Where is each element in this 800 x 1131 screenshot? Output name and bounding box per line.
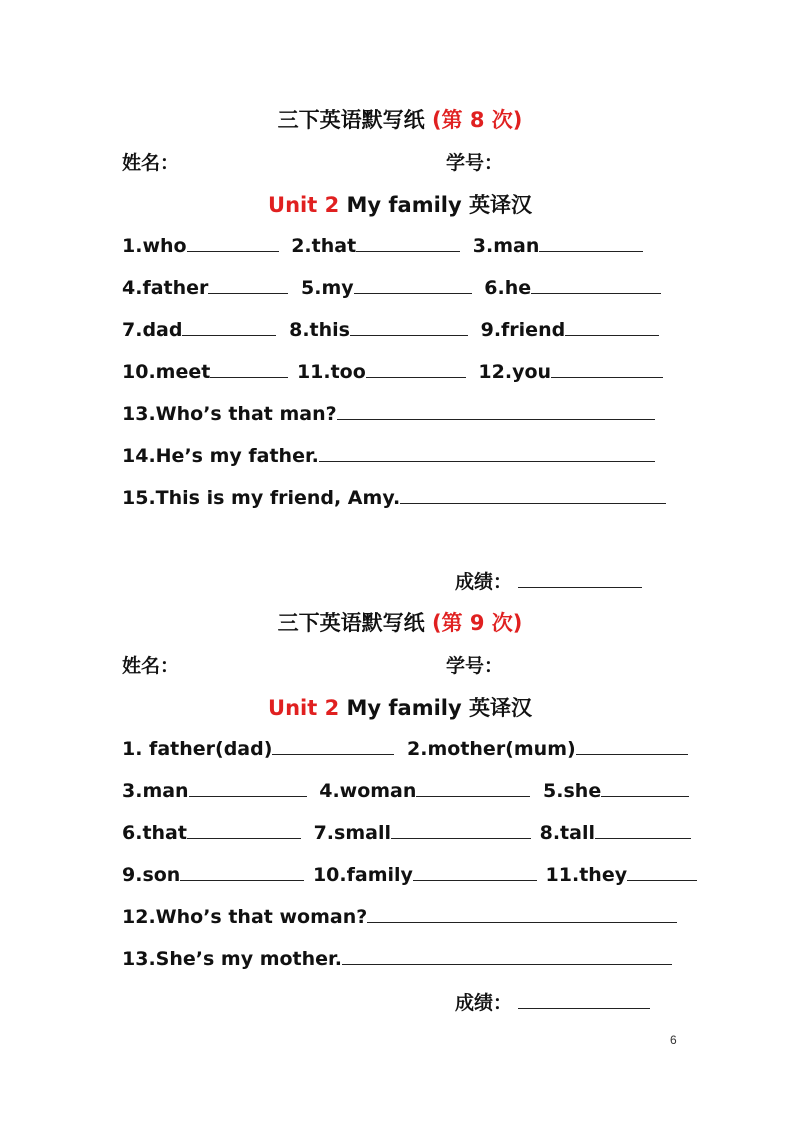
answer-blank[interactable] [180,862,304,881]
sheet8-name-label: 姓名： [122,152,180,174]
sheet9-row-3 [122,820,697,844]
score-label: 成绩： [455,992,513,1014]
sheet8-sentence-3 [122,485,672,509]
score-blank[interactable] [518,569,642,588]
sheet8-unit-number: Unit 2 [268,193,340,217]
word-label: 4.woman [319,780,417,802]
word-label: 9.friend [480,319,566,341]
sheet9-title-count: (第 9 次) [431,611,523,635]
sheet9-sentence-1 [122,904,683,928]
answer-blank[interactable] [531,275,661,294]
answer-blank[interactable] [187,820,301,839]
sheet9-title [0,607,800,637]
word-label: 10.meet [122,361,211,383]
word-label: 4.father [122,277,209,299]
sheet9-row-1 [122,736,694,760]
sheet9-title-main: 三下英语默写纸 [277,611,425,635]
sheet9-sentence-2 [122,946,678,970]
answer-blank[interactable] [210,359,288,378]
answer-blank[interactable] [627,862,697,881]
word-label: 2.that [291,235,357,257]
word-label: 2.mother(mum) [407,738,576,760]
word-label: 12.you [478,361,552,383]
sheet8-row-1 [122,233,649,257]
sheet9-score [455,988,656,1015]
answer-blank[interactable] [416,778,530,797]
answer-blank[interactable] [208,275,288,294]
sheet9-unit-number: Unit 2 [268,696,340,720]
word-label: 5.she [543,780,602,802]
answer-blank[interactable] [400,485,666,504]
score-label: 成绩： [455,571,513,593]
word-label: 8.this [289,319,350,341]
answer-blank[interactable] [576,736,688,755]
score-blank[interactable] [518,990,650,1009]
answer-blank[interactable] [189,778,307,797]
sentence-label: 13.She’s my mother. [122,948,342,970]
sheet8-row-3 [122,317,665,341]
answer-blank[interactable] [601,778,689,797]
answer-blank[interactable] [342,946,672,965]
sheet9-unit-heading [0,692,800,722]
word-label: 3.man [122,780,189,802]
page-number: 6 [670,1033,677,1047]
word-label: 1.who [122,235,187,257]
sheet8-title-count: (第 8 次) [431,108,523,132]
sentence-label: 15.This is my friend, Amy. [122,487,401,509]
sheet8-title [0,104,800,134]
sentence-label: 13.Who’s that man? [122,403,337,425]
answer-blank[interactable] [337,401,655,420]
answer-blank[interactable] [551,359,663,378]
answer-blank[interactable] [366,359,466,378]
sentence-label: 14.He’s my father. [122,445,319,467]
sheet9-name-label: 姓名： [122,655,180,677]
sheet8-unit-name: My family 英译汉 [346,193,532,217]
sheet9-unit-name: My family 英译汉 [346,696,532,720]
word-label: 7.dad [122,319,183,341]
sheet8-row-2 [122,275,667,299]
answer-blank[interactable] [182,317,276,336]
sheet8-title-main: 三下英语默写纸 [277,108,425,132]
answer-blank[interactable] [413,862,537,881]
sheet8-unit-heading [0,189,800,219]
word-label: 9.son [122,864,181,886]
answer-blank[interactable] [319,443,655,462]
word-label: 7.small [313,822,391,844]
word-label: 6.he [484,277,532,299]
answer-blank[interactable] [565,317,659,336]
answer-blank[interactable] [272,736,394,755]
answer-blank[interactable] [354,275,472,294]
sheet8-row-4 [122,359,669,383]
word-label: 1. father(dad) [122,738,273,760]
answer-blank[interactable] [356,233,460,252]
word-label: 3.man [472,235,540,257]
sheet8-id-label: 学号： [446,152,504,174]
sheet9-row-2 [122,778,695,802]
answer-blank[interactable] [187,233,279,252]
sheet9-row-4 [122,862,703,886]
word-label: 10.family [312,864,413,886]
word-label: 5.my [301,277,354,299]
sentence-label: 12.Who’s that woman? [122,906,368,928]
answer-blank[interactable] [539,233,643,252]
word-label: 11.too [296,361,366,383]
sheet9-id-label: 学号： [446,655,504,677]
sheet8-score [455,567,648,594]
sheet8-sentence-2 [122,443,661,467]
answer-blank[interactable] [367,904,677,923]
answer-blank[interactable] [391,820,531,839]
sheet8-sentence-1 [122,401,661,425]
word-label: 11.they [545,864,628,886]
word-label: 6.that [122,822,187,844]
answer-blank[interactable] [595,820,691,839]
word-label: 8.tall [539,822,595,844]
answer-blank[interactable] [350,317,468,336]
